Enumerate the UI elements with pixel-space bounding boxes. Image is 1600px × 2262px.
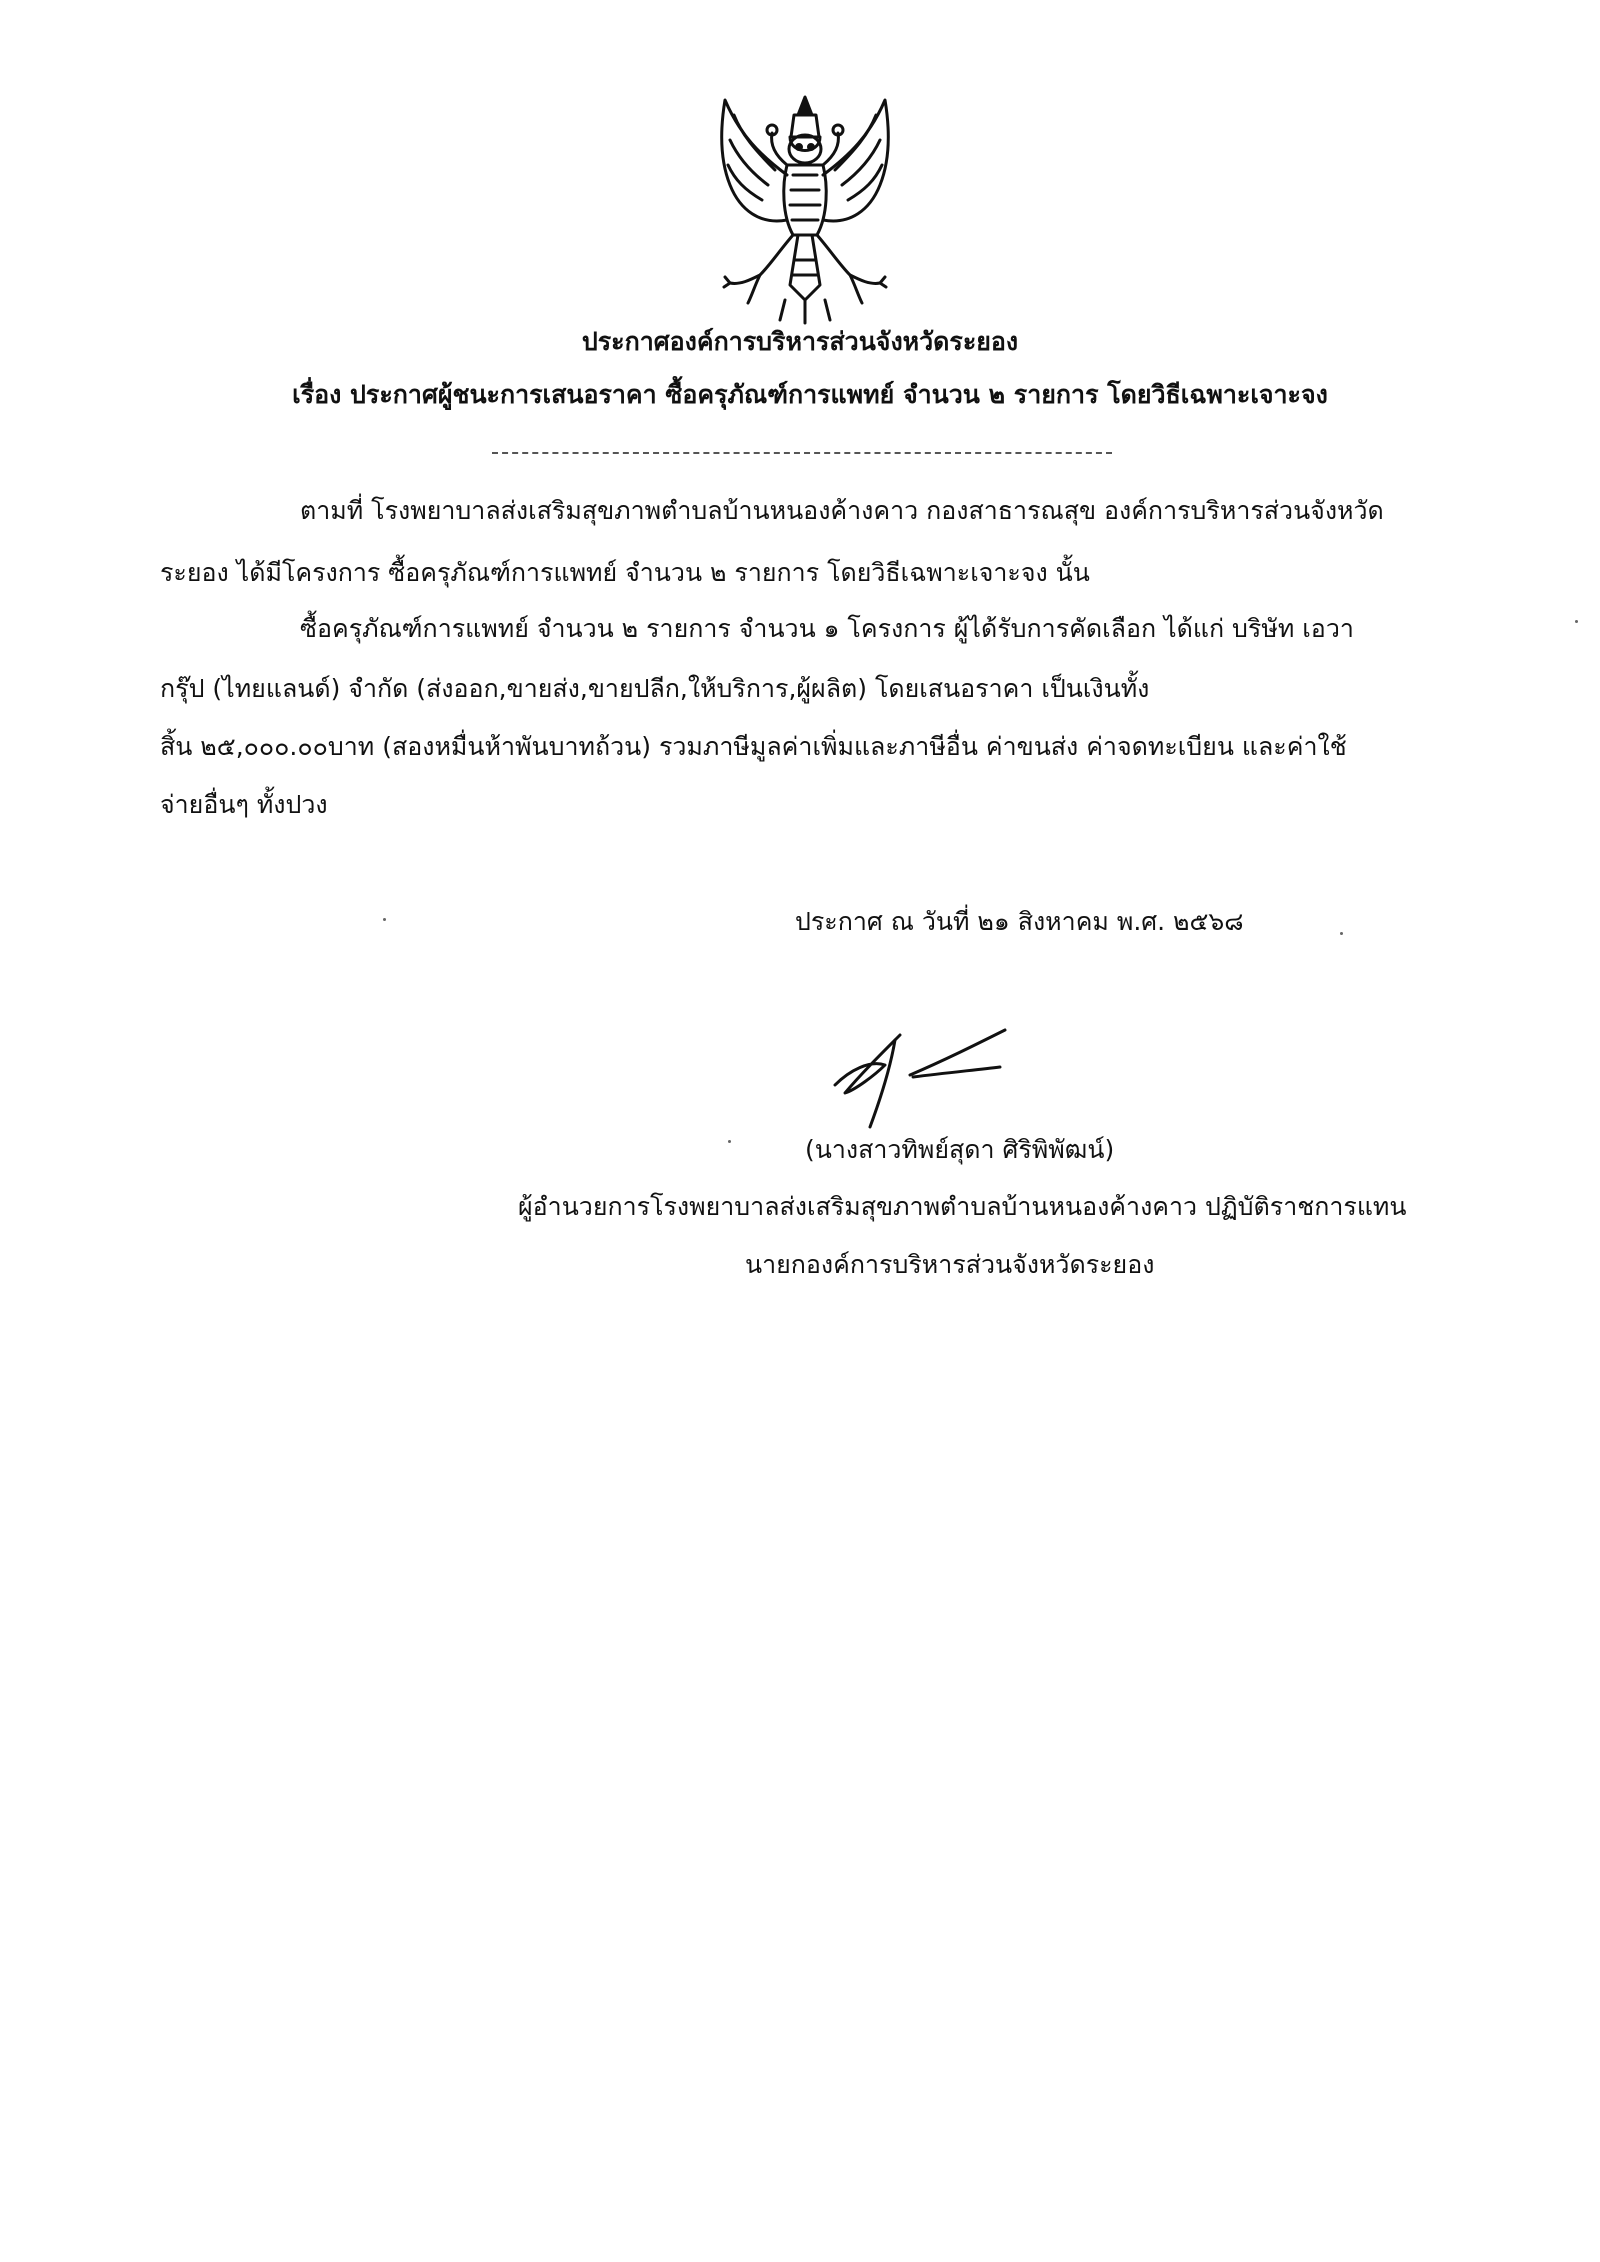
signer-name: (นางสาวทิพย์สุดา ศิริพิพัฒน์) (805, 1135, 1115, 1164)
announcement-date: ประกาศ ณ วันที่ ๒๑ สิงหาคม พ.ศ. ๒๕๖๘ (795, 907, 1244, 936)
body-line: ซื้อครุภัณฑ์การแพทย์ จำนวน ๒ รายการ จำนวน ๑ โครงการ ผู้ได้รับการคัดเลือก ได้แก่ บริษัท เอวา (300, 614, 1354, 643)
scan-speck (1340, 932, 1343, 935)
document-title: ประกาศองค์การบริหารส่วนจังหวัดระยอง (581, 327, 1019, 356)
scan-speck (728, 1140, 731, 1143)
document-subject: เรื่อง ประกาศผู้ชนะการเสนอราคา ซื้อครุภัณฑ์การแพทย์ จำนวน ๒ รายการ โดยวิธีเฉพาะเจาะจง (292, 380, 1328, 409)
body-line: จ่ายอื่นๆ ทั้งปวง (160, 790, 328, 819)
divider (492, 452, 1112, 454)
garuda-emblem-icon (690, 85, 920, 325)
body-line: สิ้น ๒๕,๐๐๐.๐๐บาท (สองหมื่นห้าพันบาทถ้วน) รวมภาษีมูลค่าเพิ่มและภาษีอื่น ค่าขนส่ง ค่าจดทะเบียน และค่าใช้ (160, 732, 1347, 761)
body-line: กรุ๊ป (ไทยแลนด์) จำกัด (ส่งออก,ขายส่ง,ขายปลีก,ให้บริการ,ผู้ผลิต) โดยเสนอราคา เป็นเงินทั้ง (160, 674, 1150, 703)
handwritten-signature (815, 1015, 1015, 1135)
signer-organization: นายกองค์การบริหารส่วนจังหวัดระยอง (745, 1250, 1155, 1279)
scan-speck (1575, 620, 1578, 623)
body-line: ระยอง ได้มีโครงการ ซื้อครุภัณฑ์การแพทย์ จำนวน ๒ รายการ โดยวิธีเฉพาะเจาะจง นั้น (160, 558, 1090, 587)
signer-position: ผู้อำนวยการโรงพยาบาลส่งเสริมสุขภาพตำบลบ้านหนองค้างคาว ปฏิบัติราชการแทน (518, 1192, 1407, 1221)
scan-speck (383, 918, 386, 921)
body-line: ตามที่ โรงพยาบาลส่งเสริมสุขภาพตำบลบ้านหนองค้างคาว กองสาธารณสุข องค์การบริหารส่วนจังหวัด (300, 496, 1384, 525)
